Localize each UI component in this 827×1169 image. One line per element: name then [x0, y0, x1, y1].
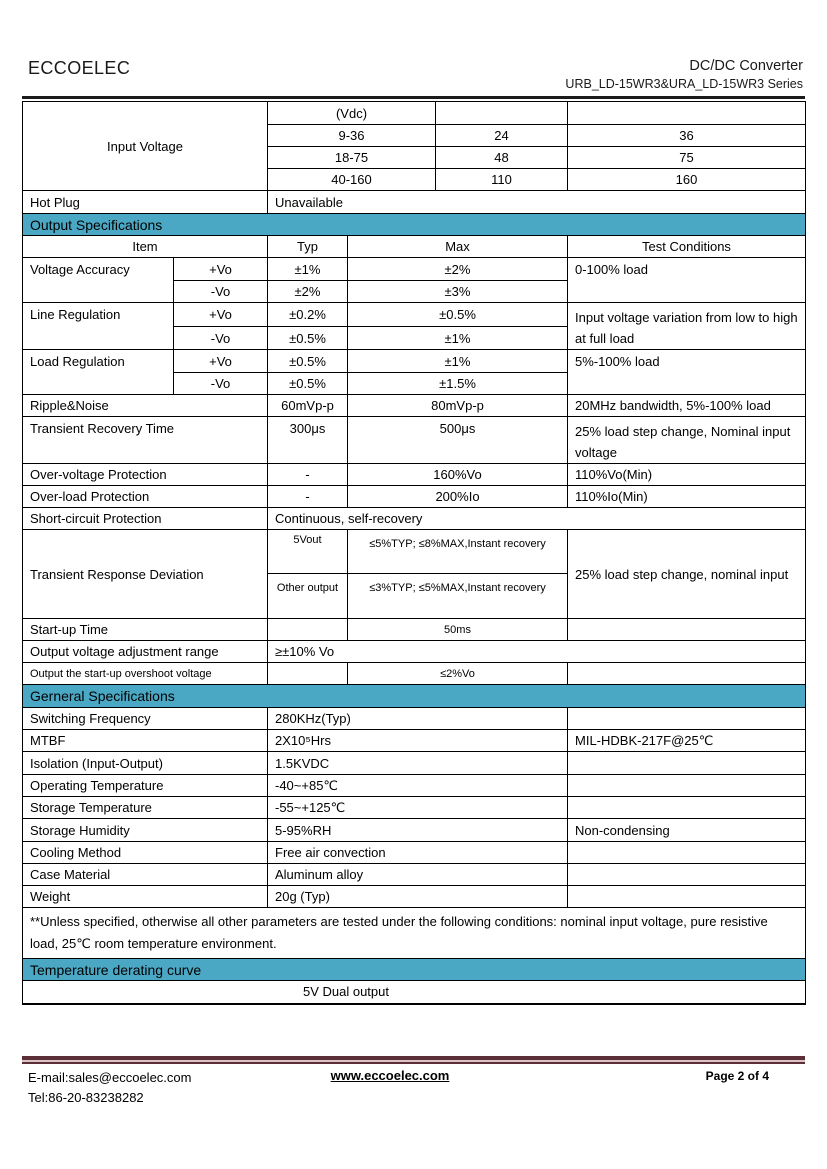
row-ripple-noise [23, 395, 806, 417]
spec-label: Cooling Method [23, 842, 268, 864]
typ-cell: ±0.5% [268, 373, 348, 395]
section-general-specifications [23, 685, 806, 708]
spec-test: Non-condensing [568, 819, 806, 842]
footer-email: E-mail:sales@eccoelec.com [28, 1070, 192, 1085]
row-adjustment-range [23, 641, 806, 663]
col-header-max: Max [348, 236, 568, 258]
ripple-noise-label: Ripple&Noise [23, 395, 268, 417]
empty-cell [268, 619, 348, 641]
output-section-title: Output Specifications [23, 214, 806, 236]
trd-sub-cell: Other output [268, 574, 348, 619]
row-voltage-accuracy-pos [23, 258, 806, 281]
spec-label: MTBF [23, 730, 268, 752]
ovp-label: Over-voltage Protection [23, 464, 268, 486]
row-mtbf [23, 730, 806, 752]
startup-overshoot-label: Output the start-up overshoot voltage [23, 663, 268, 685]
spec-value: 2X10⁵Hrs [268, 730, 568, 752]
spec-test [568, 864, 806, 886]
row-startup-time [23, 619, 806, 641]
input-nominal-cell: 110 [436, 169, 568, 191]
typ-cell: ±2% [268, 281, 348, 303]
row-switching-frequency [23, 708, 806, 730]
trd-spec-cell: ≤5%TYP; ≤8%MAX,Instant recovery [348, 530, 568, 574]
olp-label: Over-load Protection [23, 486, 268, 508]
footer-page-number: Page 2 of 4 [705, 1069, 769, 1083]
scp-label: Short-circuit Protection [23, 508, 268, 530]
spec-value: 280KHz(Typ) [268, 708, 568, 730]
derating-section-title: Temperature derating curve [23, 959, 806, 981]
row-load-regulation-pos [23, 350, 806, 373]
col-header-test-conditions: Test Conditions [568, 236, 806, 258]
sub-output-cell: +Vo [174, 303, 268, 327]
spec-label: Operating Temperature [23, 775, 268, 797]
max-cell: 500μs [348, 417, 568, 464]
typ-cell: 300μs [268, 417, 348, 464]
spec-test [568, 708, 806, 730]
sub-output-cell: -Vo [174, 373, 268, 395]
spec-test [568, 842, 806, 864]
footer-divider-dark-thin [22, 1062, 805, 1064]
spec-test [568, 752, 806, 775]
startup-overshoot-value: ≤2%Vo [348, 663, 568, 685]
row-weight [23, 886, 806, 908]
test-conditions-cell: 20MHz bandwidth, 5%-100% load [568, 395, 806, 417]
input-voltage-unit: (Vdc) [268, 102, 436, 125]
startup-time-value: 50ms [348, 619, 568, 641]
row-transient-recovery-time [23, 417, 806, 464]
test-conditions-cell: 25% load step change, Nominal input voltage [568, 417, 806, 464]
row-storage-humidity [23, 819, 806, 842]
input-range-cell: 9-36 [268, 125, 436, 147]
trd-sub-cell: 5Vout [268, 530, 348, 574]
spec-label: Case Material [23, 864, 268, 886]
typ-cell: ±0.2% [268, 303, 348, 327]
row-short-circuit-protection [23, 508, 806, 530]
sub-output-cell: +Vo [174, 350, 268, 373]
spec-value: 5-95%RH [268, 819, 568, 842]
voltage-accuracy-label: Voltage Accuracy [23, 258, 174, 303]
test-conditions-note: **Unless specified, otherwise all other parameters are tested under the following conditions: nominal input voltage, pure resistive load, 25℃ room temperature environment. [23, 908, 806, 959]
spec-test: MIL-HDBK-217F@25℃ [568, 730, 806, 752]
sub-output-cell: -Vo [174, 281, 268, 303]
max-cell: ±1.5% [348, 373, 568, 395]
input-max-cell: 75 [568, 147, 806, 169]
row-case-material [23, 864, 806, 886]
max-cell: 160%Vo [348, 464, 568, 486]
row-over-voltage-protection [23, 464, 806, 486]
test-conditions-cell: 0-100% load [568, 258, 806, 303]
row-transient-response-deviation-1 [23, 530, 806, 574]
footer-tel: Tel:86-20-83238282 [28, 1090, 144, 1105]
sub-output-cell: +Vo [174, 258, 268, 281]
row-startup-overshoot [23, 663, 806, 685]
input-nominal-cell: 24 [436, 125, 568, 147]
empty-cell [568, 663, 806, 685]
derating-subtitle: 5V Dual output [23, 981, 806, 1004]
typ-cell: ±0.5% [268, 327, 348, 350]
col-header-typ: Typ [268, 236, 348, 258]
max-cell: 200%Io [348, 486, 568, 508]
row-hot-plug [23, 191, 806, 214]
page-header [0, 0, 827, 91]
max-cell: 80mVp-p [348, 395, 568, 417]
sub-output-cell: -Vo [174, 327, 268, 350]
max-cell: ±1% [348, 350, 568, 373]
row-derating-subtitle [23, 981, 806, 1004]
empty-cell [568, 102, 806, 125]
trd-spec-cell: ≤3%TYP; ≤5%MAX,Instant recovery [348, 574, 568, 619]
general-section-title: Gerneral Specifications [23, 685, 806, 708]
input-max-cell: 36 [568, 125, 806, 147]
test-conditions-cell: 5%-100% load [568, 350, 806, 395]
row-operating-temperature [23, 775, 806, 797]
typ-cell: ±0.5% [268, 350, 348, 373]
typ-cell: 60mVp-p [268, 395, 348, 417]
spec-label: Storage Humidity [23, 819, 268, 842]
row-line-regulation-pos [23, 303, 806, 327]
series-subtitle: URB_LD-15WR3&URA_LD-15WR3 Series [565, 77, 803, 91]
input-voltage-label: Input Voltage [23, 102, 268, 191]
spec-test [568, 775, 806, 797]
spec-label: Isolation (Input-Output) [23, 752, 268, 775]
spec-value: Aluminum alloy [268, 864, 568, 886]
empty-cell [436, 102, 568, 125]
load-regulation-label: Load Regulation [23, 350, 174, 395]
input-nominal-cell: 48 [436, 147, 568, 169]
row-cooling-method [23, 842, 806, 864]
section-temperature-derating-curve [23, 959, 806, 981]
spec-label: Storage Temperature [23, 797, 268, 819]
section-output-specifications [23, 214, 806, 236]
adjustment-range-value: ≥±10% Vo [268, 641, 806, 663]
company-logo-text: ECCOELEC [28, 58, 131, 78]
transient-recovery-label: Transient Recovery Time [23, 417, 268, 464]
test-conditions-cell: 110%Io(Min) [568, 486, 806, 508]
empty-cell [268, 663, 348, 685]
spec-test [568, 886, 806, 908]
input-range-cell: 18-75 [268, 147, 436, 169]
header-divider [22, 96, 805, 99]
input-range-cell: 40-160 [268, 169, 436, 191]
footer-contact-block [28, 1068, 191, 1108]
typ-cell: - [268, 486, 348, 508]
test-conditions-cell: Input voltage variation from low to high at full load [568, 303, 806, 350]
max-cell: ±2% [348, 258, 568, 281]
row-storage-temperature [23, 797, 806, 819]
test-conditions-cell: 110%Vo(Min) [568, 464, 806, 486]
row-output-header [23, 236, 806, 258]
typ-cell: - [268, 464, 348, 486]
test-conditions-cell: 25% load step change, nominal input [568, 530, 806, 619]
max-cell: ±1% [348, 327, 568, 350]
empty-cell [568, 619, 806, 641]
spec-value: -40~+85℃ [268, 775, 568, 797]
max-cell: ±0.5% [348, 303, 568, 327]
hot-plug-label: Hot Plug [23, 191, 268, 214]
row-over-load-protection [23, 486, 806, 508]
spec-label: Switching Frequency [23, 708, 268, 730]
spec-value: Free air convection [268, 842, 568, 864]
spec-label: Weight [23, 886, 268, 908]
adjustment-range-label: Output voltage adjustment range [23, 641, 268, 663]
typ-cell: ±1% [268, 258, 348, 281]
startup-time-label: Start-up Time [23, 619, 268, 641]
row-test-conditions-note [23, 908, 806, 959]
page-footer [22, 1056, 805, 1105]
col-header-item: Item [23, 236, 268, 258]
line-regulation-label: Line Regulation [23, 303, 174, 350]
spec-value: -55~+125℃ [268, 797, 568, 819]
trd-label: Transient Response Deviation [23, 530, 268, 619]
spec-test [568, 797, 806, 819]
scp-value: Continuous, self-recovery [268, 508, 806, 530]
footer-website-link[interactable]: www.eccoelec.com [330, 1068, 450, 1083]
hot-plug-value: Unavailable [268, 191, 806, 214]
row-input-voltage-header [23, 102, 806, 125]
header-right-block [565, 58, 803, 91]
specification-table [22, 101, 806, 1005]
spec-value: 20g (Typ) [268, 886, 568, 908]
input-max-cell: 160 [568, 169, 806, 191]
row-isolation [23, 752, 806, 775]
document-title: DC/DC Converter [689, 58, 803, 74]
spec-value: 1.5KVDC [268, 752, 568, 775]
max-cell: ±3% [348, 281, 568, 303]
